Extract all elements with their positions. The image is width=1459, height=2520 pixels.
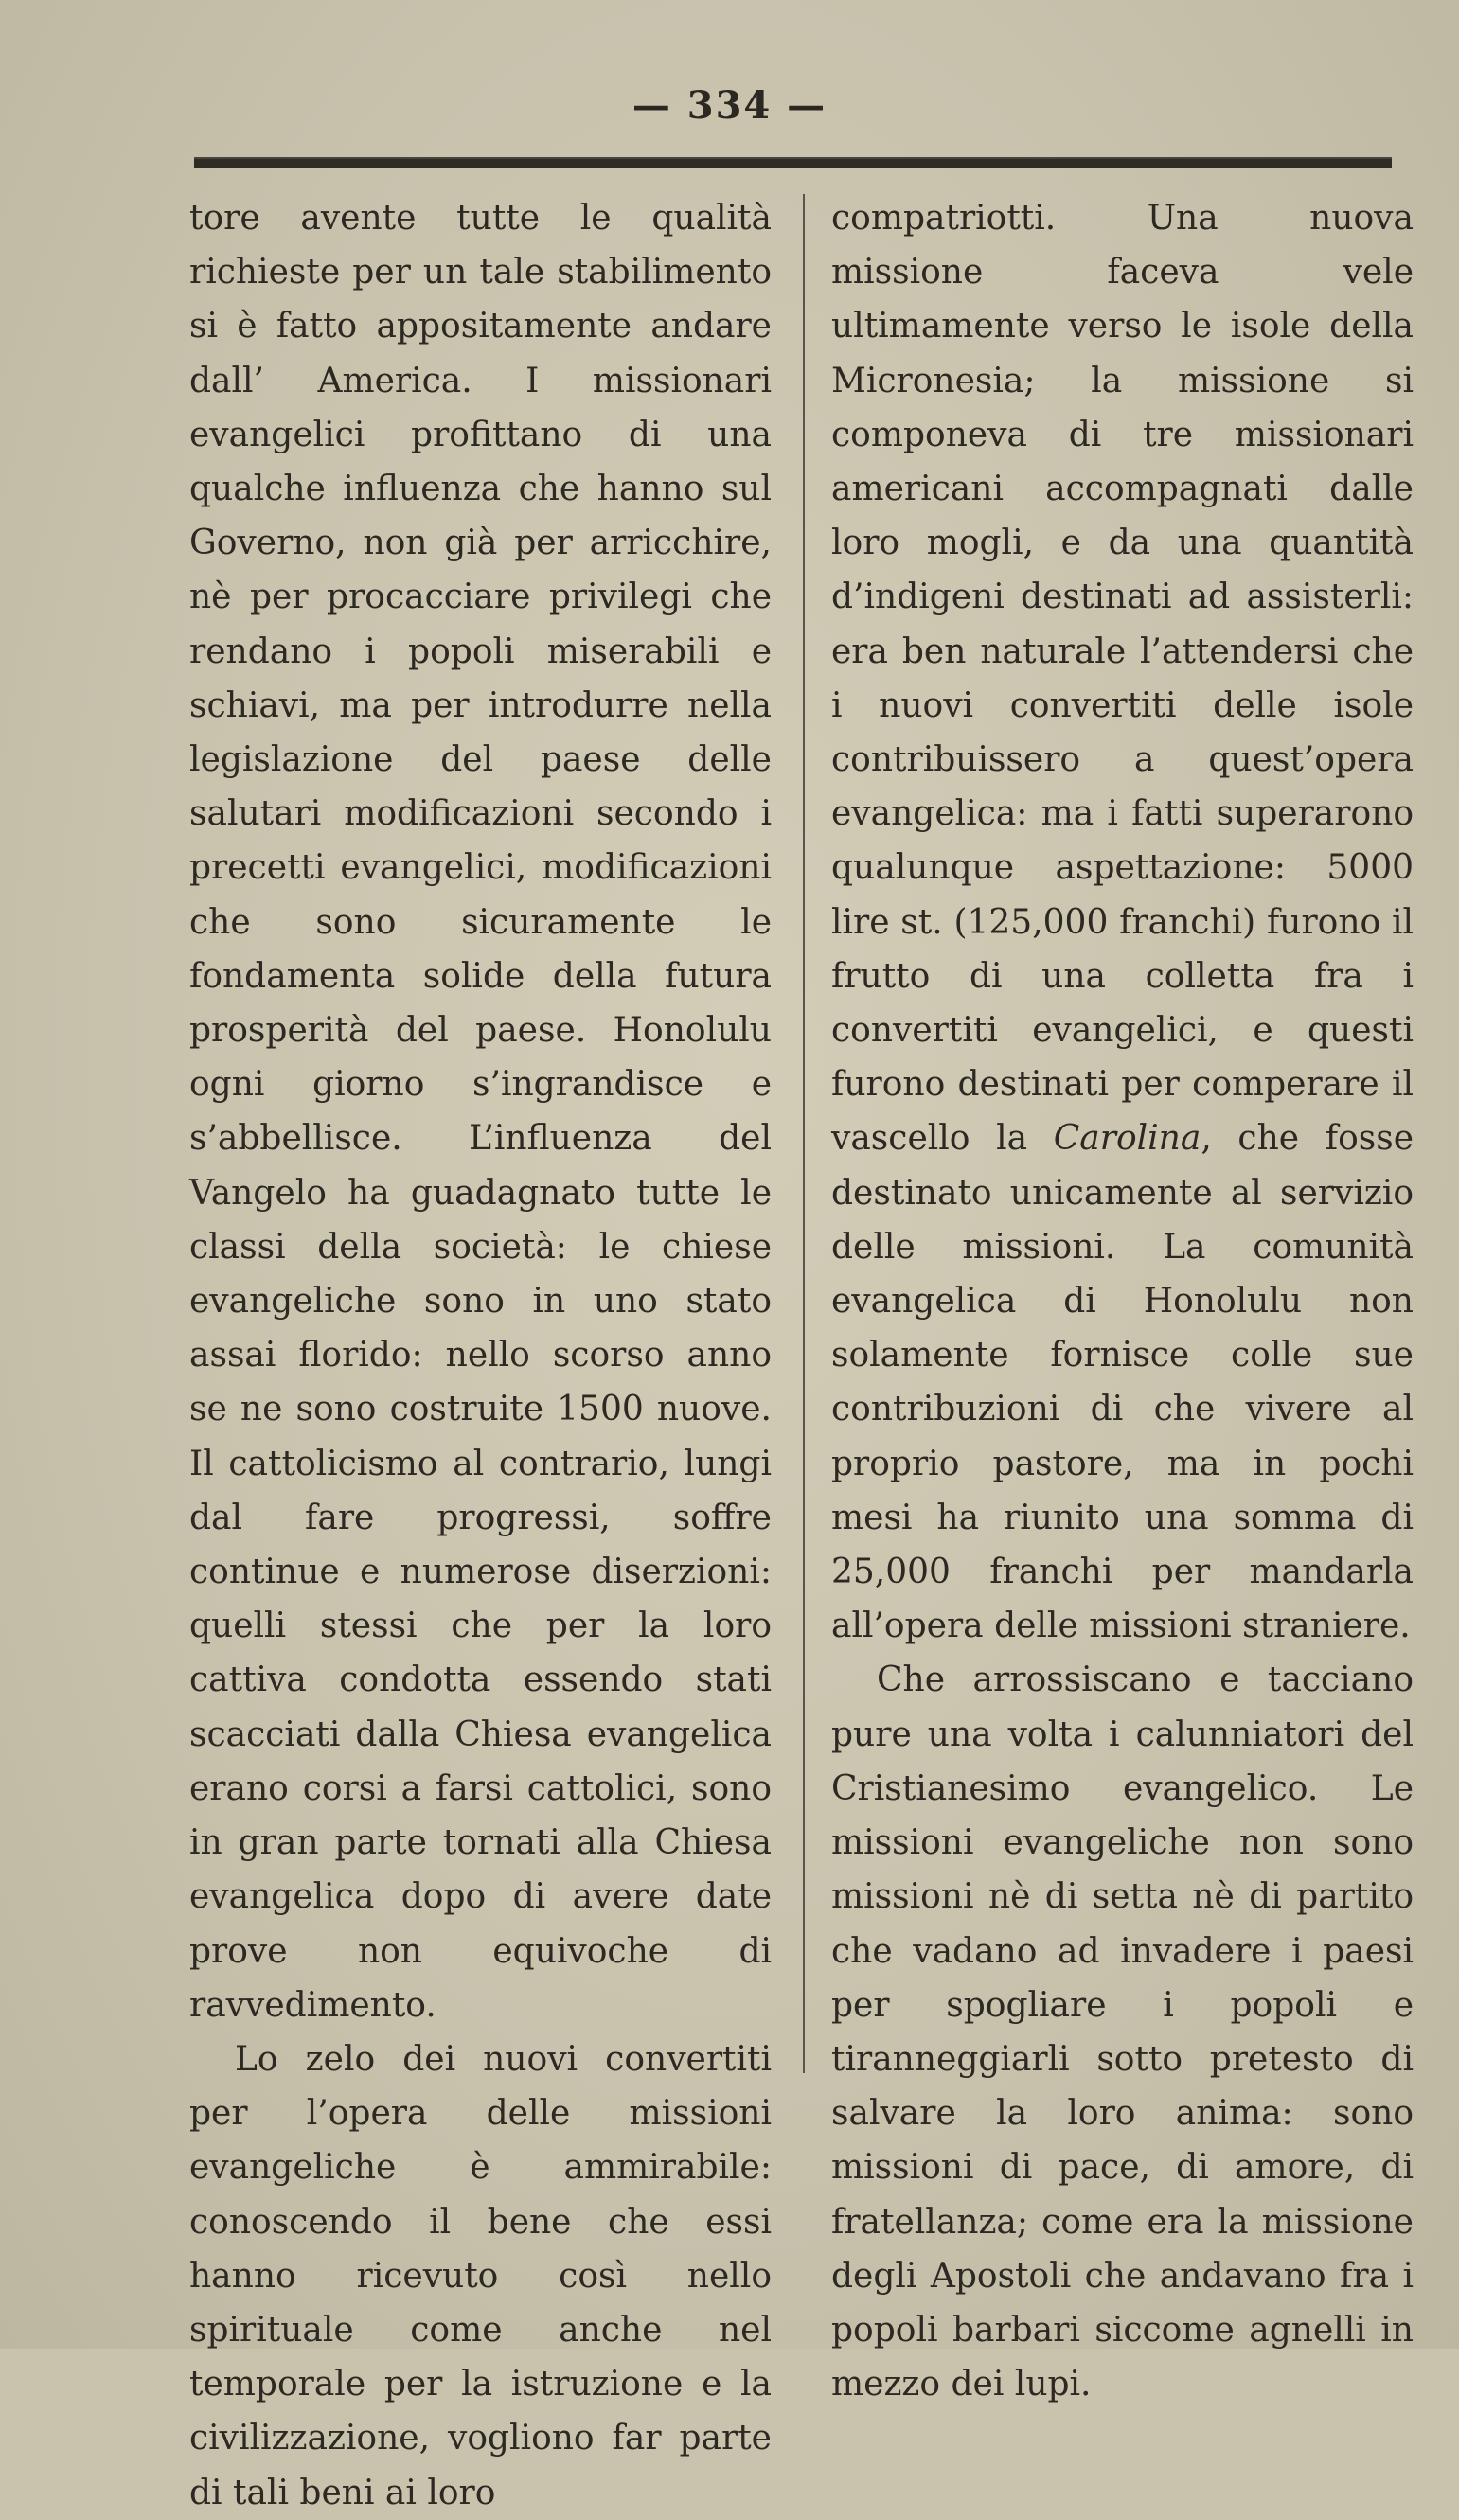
ship-name: Carolina xyxy=(1053,1119,1201,1159)
left-paragraph-2: Lo zelo dei nuovi convertiti per l’opera delle missioni evangeliche è ammirabile: conoscendo il bene che essi hanno ricevuto così nello spirituale come anche nel temporale per la istruzione e la civilizzazione, vogliono far parte di tali beni ai loro xyxy=(189,2039,772,2512)
right-paragraph-1-text-a: compatriotti. Una nuova missione faceva vele ultimamente verso le isole della Micronesia; la missione si componeva di tre missionari americani accompagnati dalle loro mogli, e da una quantità d’indigeni destinati ad assisterli: era ben naturale l’attendersi che i nuovi convertiti delle isole contribuissero a quest’opera evangelica: ma i fatti superarono qualunque aspettazione: 5000 lire st. (125,000 franchi) furono il frutto di una colletta fra i convertiti evangelici, e questi furono destinati per comperare il vascello la xyxy=(831,199,1414,1159)
right-paragraph-2: Che arrossiscano e tacciano pure una volta i calunniatori del Cristianesimo evangelico. Le missioni evangeliche non sono missioni nè di setta nè di partito che vadano ad invadere i paesi per spogliare i popoli e tiranneggiarli sotto pretesto di salvare la loro anima: sono missioni di pace, di amore, di fratellanza; come era la missione degli Apostoli che andavano fra i popoli barbari siccome agnelli in mezzo dei lupi. xyxy=(831,1660,1414,2405)
left-paragraph-1: tore avente tutte le qualità richieste per un tale stabilimento si è fatto appositamente andare dall’ America. I missionari evangelici profittano di una qualche influenza che hanno sul Governo, non già per arricchire, nè per procacciare privilegi che rendano i popoli miserabili e schiavi, ma per introdurre nella legislazione del paese delle salutari modificazioni secondo i precetti evangelici, modificazioni che sono sicuramente le fondamenta solide della futura prosperità del paese. Honolulu ogni giorno s’ingrandisce e s’abbellisce. L’influenza del Vangelo ha guadagnato tutte le classi della società: le chiese evangeliche sono in uno stato assai florido: nello scorso anno se ne sono costruite 1500 nuove. Il cattolicismo al contrario, lungi dal fare progressi, soffre continue e numerose diserzioni: quelli stessi che per la loro cattiva condotta essendo stati scacciati dalla Chiesa evangelica erano corsi a farsi cattolici, sono in gran parte tornati alla Chiesa evangelica dopo di avere date prove non equivoche di ravvedimento. xyxy=(189,199,772,2025)
header-rule xyxy=(194,157,1392,168)
page-number: — 334 — xyxy=(632,83,827,128)
right-paragraph-1-text-b: , che fosse destinato unicamente al servizio delle missioni. La comunità evangelica di Honolulu non solamente fornisce colle sue contribuzioni di che vivere al proprio pastore, ma in pochi mesi ha riunito una somma di 25,000 franchi per mandarla all’opera delle missioni straniere. xyxy=(831,1119,1414,1646)
right-column xyxy=(831,191,1414,2411)
right-paragraph-1 xyxy=(831,191,1414,1653)
column-divider xyxy=(803,194,805,2073)
left-column xyxy=(189,191,772,2520)
